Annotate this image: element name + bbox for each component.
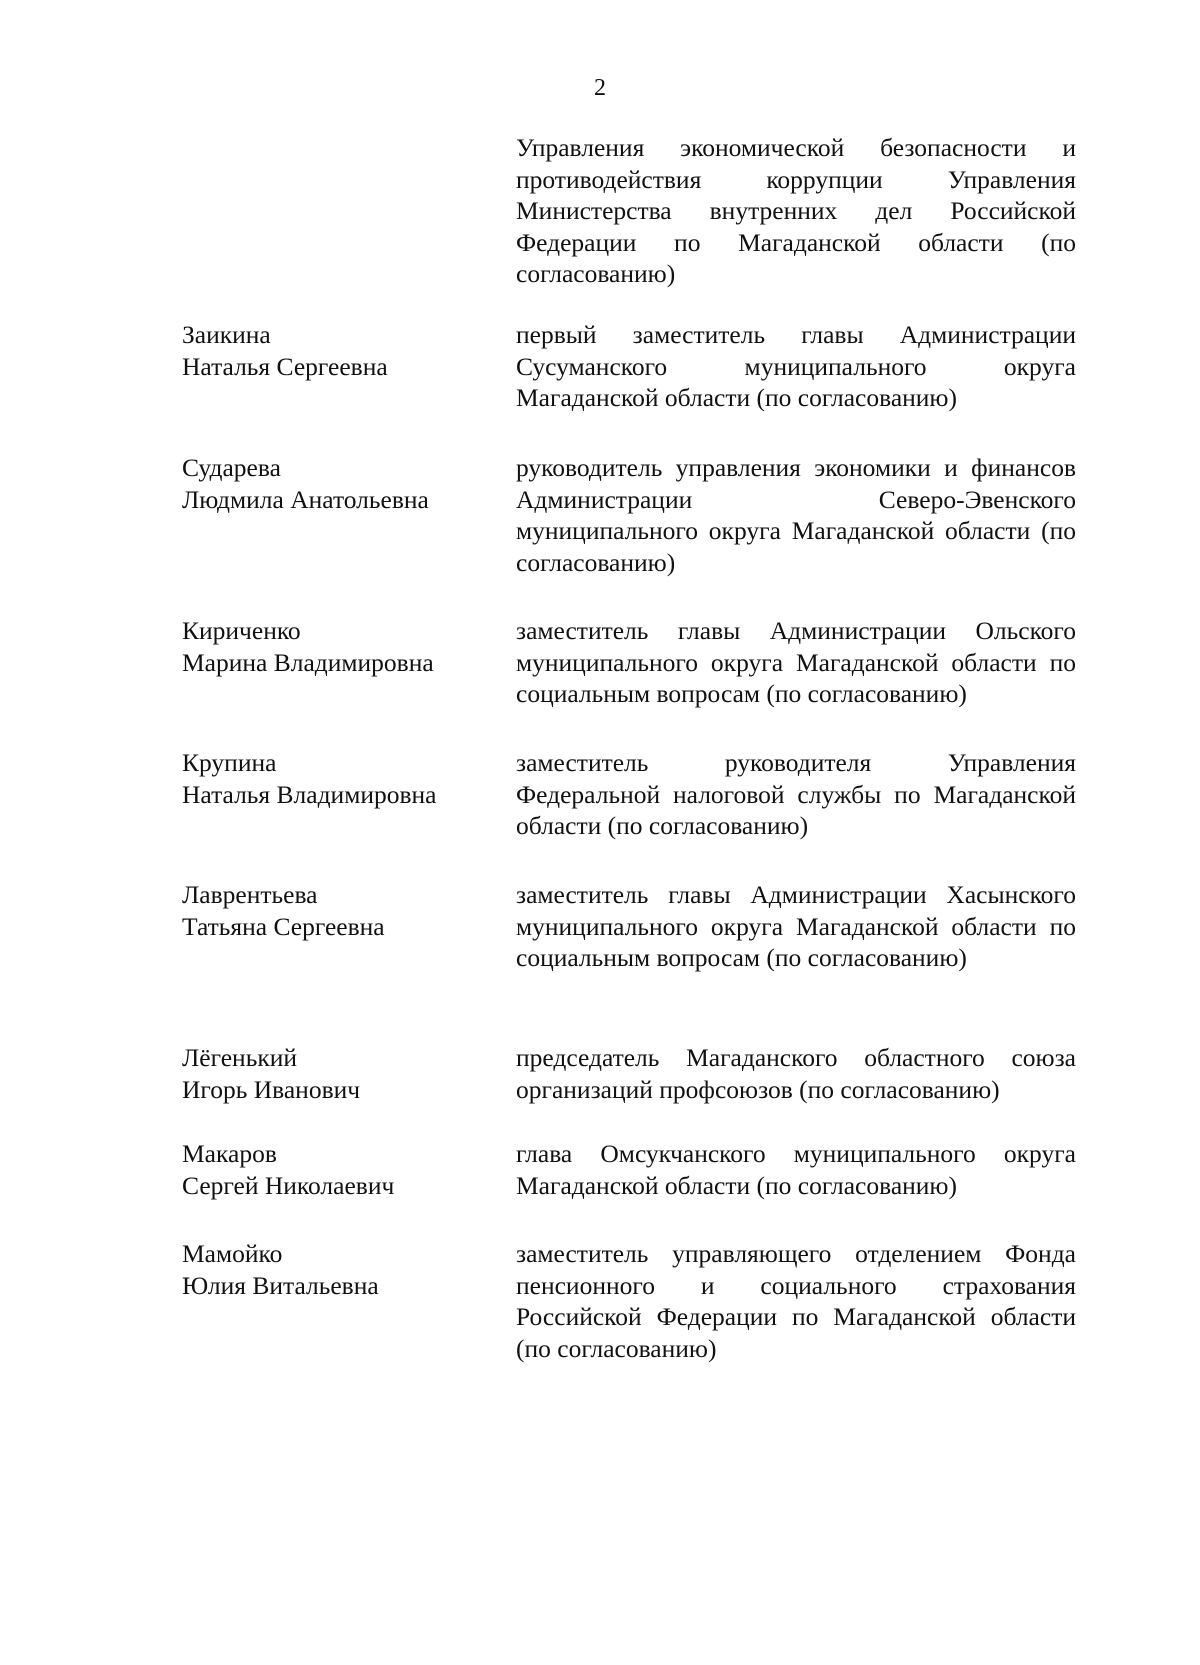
member-surname: Сударева xyxy=(182,453,281,482)
member-given-names: Людмила Анатольевна xyxy=(182,484,429,514)
member-name xyxy=(182,747,482,810)
member-given-names: Наталья Сергеевна xyxy=(182,351,388,381)
member-name xyxy=(182,879,482,942)
member-given-names: Юлия Витальевна xyxy=(182,1270,379,1300)
page-number: 2 xyxy=(594,75,606,101)
member-name xyxy=(182,1238,482,1301)
member-surname: Крупина xyxy=(182,748,277,777)
member-given-names: Сергей Николаевич xyxy=(182,1170,395,1200)
member-given-names: Наталья Владимировна xyxy=(182,779,437,809)
member-position: глава Омсукчанского муниципального округа Магаданской области (по согласованию) xyxy=(516,1139,1076,1200)
member-given-names: Игорь Иванович xyxy=(182,1074,361,1104)
member-surname: Лаврентьева xyxy=(182,880,318,909)
member-name xyxy=(182,615,482,678)
member-given-names: Марина Владимировна xyxy=(182,647,434,677)
member-position: заместитель главы Администрации Хасынского муниципального округа Магаданской области по социальным вопросам (по согласованию) xyxy=(516,880,1076,972)
member-surname: Мамойко xyxy=(182,1239,283,1268)
member-position: заместитель управляющего отделением Фонда пенсионного и социального страхования Российской Федерации по Магаданской области (по согласованию) xyxy=(516,1239,1076,1363)
member-position: первый заместитель главы Администрации Сусуманского муниципального округа Магаданской области (по согласованию) xyxy=(516,320,1076,412)
member-surname: Кириченко xyxy=(182,616,301,645)
member-given-names: Татьяна Сергеевна xyxy=(182,911,385,941)
member-name xyxy=(182,1138,482,1201)
member-name xyxy=(182,319,482,382)
continued-position-text: Управления экономической безопасности и противодействия коррупции Управления Министерства внутренних дел Российской Федерации по Магаданской области (по согласованию) xyxy=(516,133,1076,288)
member-position: заместитель главы Администрации Ольского муниципального округа Магаданской области по социальным вопросам (по согласованию) xyxy=(516,616,1076,708)
member-position: заместитель руководителя Управления Федеральной налоговой службы по Магаданской области (по согласованию) xyxy=(516,748,1076,840)
member-surname: Заикина xyxy=(182,320,271,349)
member-name xyxy=(182,452,482,515)
member-surname: Лёгенький xyxy=(182,1043,298,1072)
member-name xyxy=(182,1042,482,1105)
member-position: председатель Магаданского областного союза организаций профсоюзов (по согласованию) xyxy=(516,1043,1076,1104)
member-position: руководитель управления экономики и финансов Администрации Северо-Эвенского муниципального округа Магаданской области (по согласованию) xyxy=(516,453,1076,577)
member-surname: Макаров xyxy=(182,1139,277,1168)
